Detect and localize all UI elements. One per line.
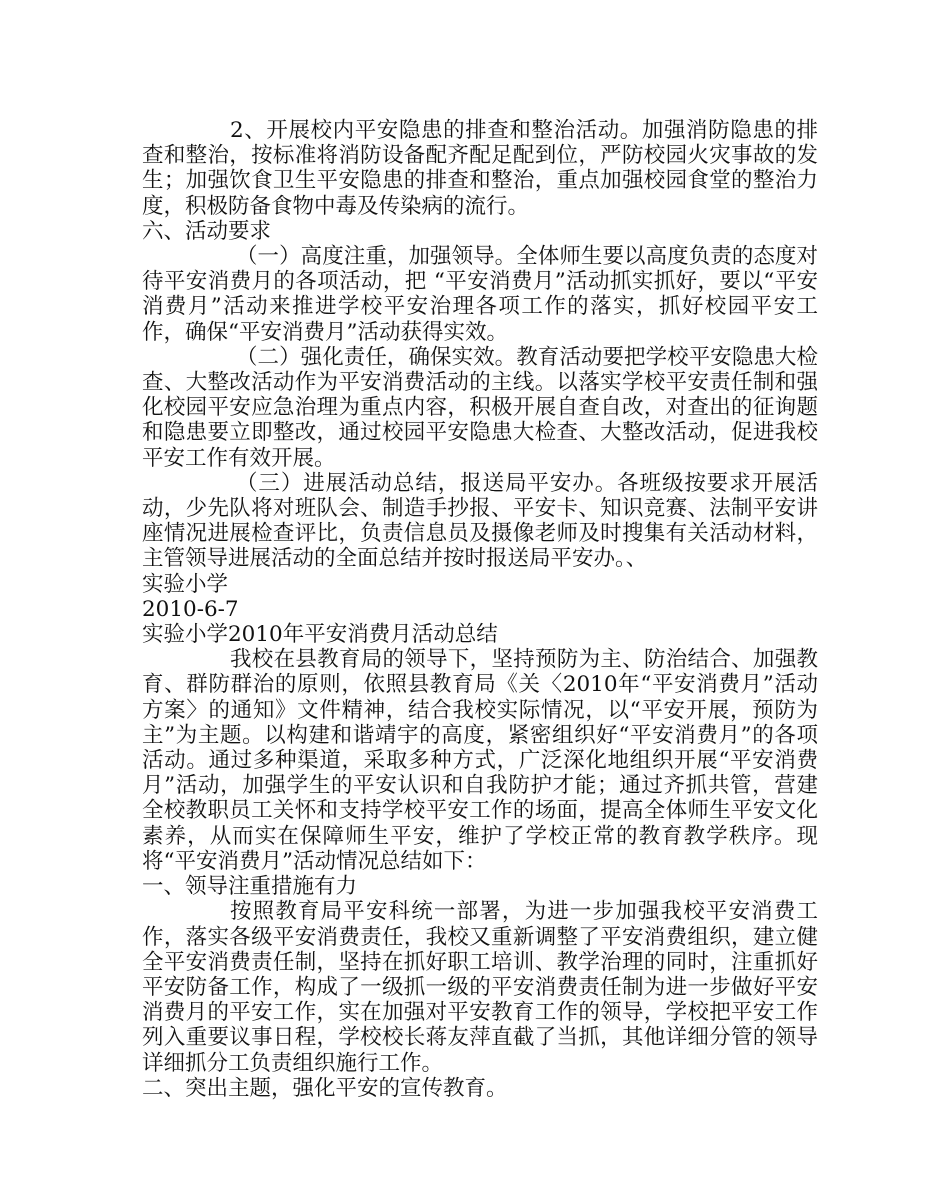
paragraph-requirement-one: （一）高度注重，加强领导。全体师生要以高度负责的态度对待平安消费月的各项活动，把 “平安消费月”活动抓实抓好，要以“平安消费月”活动来推进学校平安治理各项工作的落实，抓好校园平安工作，确保“平安消费月”活动获得实效。 — [142, 244, 818, 345]
summary-title: 实验小学2010年平安消费月活动总结 — [142, 622, 498, 648]
paragraph-fire-safety-inspection: 2、开展校内平安隐患的排查和整治活动。加强消防隐患的排查和整治，按标准将消防设备配齐配足配到位，严防校园火灾事故的发生；加强饮食卫生平安隐患的排查和整治，重点加强校园食堂的整治力度，积极防备食物中毒及传染病的流行。 — [142, 118, 818, 219]
paragraph-requirement-two: （二）强化责任，确保实效。教育活动要把学校平安隐患大检查、大整改活动作为平安消费活动的主线。以落实学校平安责任制和强化校园平安应急治理为重点内容，积极开展自查自改，对查出的征询题和隐患要立即整改，通过校园平安隐患大检查、大整改活动，促进我校平安工作有效开展。 — [142, 344, 818, 471]
paragraph-requirement-three: （三）进展活动总结，报送局平安办。各班级按要求开展活动，少先队将对班队会、制造手抄报、平安卡、知识竞赛、法制平安讲座情况进展检查评比，负责信息员及摄像老师及时搜集有关活动材料，主管领导进展活动的全面总结并按时报送局平安办。、 — [142, 470, 818, 572]
section-heading-activity-requirements: 六、活动要求 — [142, 218, 272, 244]
document-body — [142, 118, 818, 1101]
paragraph-summary-intro: 我校在县教育局的领导下，坚持预防为主、防治结合、加强教育、群防群治的原则，依照县教育局《关〈2010年“平安消费月”活动方案〉的通知》文件精神，结合我校实际情况，以“平安开展，预防为主”为主题。以构建和谐靖宇的高度，紧密组织好“平安消费月”的各项活动。通过多种渠道，采取多种方式，广泛深化地组织开展“平安消费月”活动，加强学生的平安认识和自我防护才能；通过齐抓共管，营建全校教职员工关怀和支持学校平安工作的场面，提高全体师生平安文化素养，从而实在保障师生平安，维护了学校正常的教育教学秩序。现将“平安消费月”活动情况总结如下： — [142, 647, 818, 874]
signature-date: 2010-6-7 — [142, 596, 239, 622]
section-heading-publicity-education: 二、突出主题，强化平安的宣传教育。 — [142, 1075, 508, 1101]
signature-school-name: 实验小学 — [142, 571, 229, 597]
paragraph-leadership-measures: 按照教育局平安科统一部署，为进一步加强我校平安消费工作，落实各级平安消费责任，我校又重新调整了平安消费组织，建立健全平安消费责任制，坚持在抓好职工培训、教学治理的同时，注重抓好平安防备工作，构成了一级抓一级的平安消费责任制为进一步做好平安消费月的平安工作，实在加强对平安教育工作的领导，学校把平安工作列入重要议事日程，学校校长蒋友萍直截了当抓，其他详细分管的领导详细抓分工负责组织施行工作。 — [142, 899, 818, 1076]
section-heading-leadership: 一、领导注重措施有力 — [142, 874, 358, 900]
